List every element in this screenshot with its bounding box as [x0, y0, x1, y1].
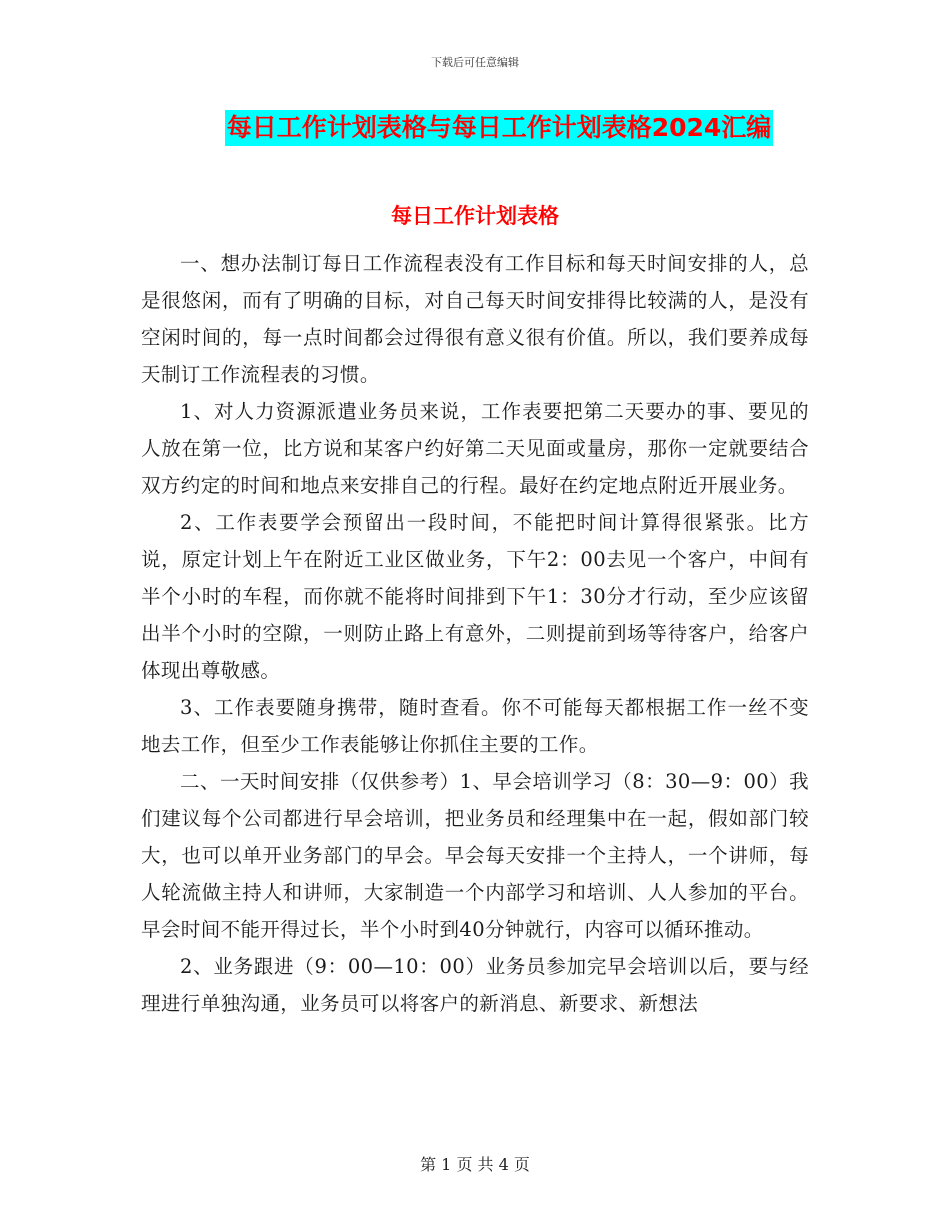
- paragraph: 2、工作表要学会预留出一段时间，不能把时间计算得很紧张。比方说，原定计划上午在附近工业区做业务，下午2：00去见一个客户，中间有半个小时的车程，而你就不能将时间排到下午1：30分才行动，至少应该留出半个小时的空隙，一则防止路上有意外，二则提前到场等待客户，给客户体现出尊敬感。: [141, 511, 809, 682]
- document-title: 每日工作计划表格与每日工作计划表格2024汇编: [225, 110, 774, 146]
- paragraph: 一、想办法制订每日工作流程表没有工作目标和每天时间安排的人，总是很悠闲，而有了明确的目标，对自己每天时间安排得比较满的人，是没有空闲时间的，每一点时间都会过得很有意义很有价值。所以，我们要养成每天制订工作流程表的习惯。: [141, 252, 809, 386]
- paragraph: 1、对人力资源派遣业务员来说，工作表要把第二天要办的事、要见的人放在第一位，比方说和某客户约好第二天见面或量房，那你一定就要结合双方约定的时间和地点来安排自己的行程。最好在约定地点附近开展业务。: [141, 400, 809, 497]
- paragraph: 2、业务跟进（9：00—10：00）业务员参加完早会培训以后，要与经理进行单独沟通，业务员可以将客户的新消息、新要求、新想法: [141, 955, 809, 1015]
- paragraph: 二、一天时间安排（仅供参考）1、早会培训学习（8：30—9：00）我们建议每个公司都进行早会培训，把业务员和经理集中在一起，假如部门较大，也可以单开业务部门的早会。早会每天安排一个主持人，一个讲师，每人轮流做主持人和讲师，大家制造一个内部学习和培训、人人参加的平台。早会时间不能开得过长，半个小时到40分钟就行，内容可以循环推动。: [141, 770, 809, 941]
- header-note: 下载后可任意编辑: [431, 56, 519, 69]
- paragraph: 3、工作表要随身携带，随时查看。你不可能每天都根据工作一丝不变地去工作，但至少工作表能够让你抓住主要的工作。: [141, 696, 809, 756]
- document-title-container: [0, 110, 950, 146]
- body-text: [141, 245, 809, 1022]
- page-footer: 第 1 页 共 4 页: [420, 1155, 530, 1174]
- section-title: 每日工作计划表格: [391, 204, 559, 228]
